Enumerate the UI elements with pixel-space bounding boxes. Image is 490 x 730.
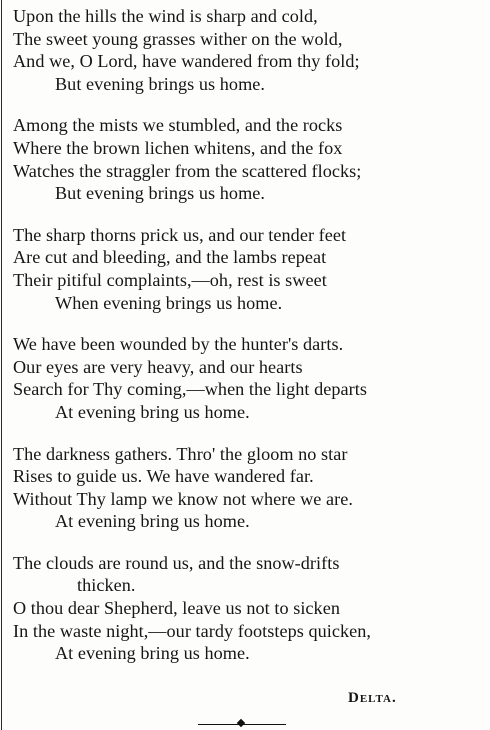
poem-line: The sweet young grasses wither on the wold, bbox=[13, 28, 343, 49]
left-column-rule bbox=[1, 0, 2, 730]
poem-line-text: The clouds are round us, and the snow-drifts bbox=[13, 552, 340, 573]
poem-line: O thou dear Shepherd, leave us not to sicken bbox=[13, 598, 340, 619]
stanza-2 bbox=[13, 114, 485, 204]
author-signature: Delta. bbox=[348, 690, 397, 706]
poem-line: Are cut and bleeding, and the lambs repeat bbox=[13, 247, 327, 268]
stanza-4 bbox=[13, 333, 485, 423]
poem bbox=[13, 5, 485, 684]
stanza-6 bbox=[13, 552, 485, 665]
stanza-1 bbox=[13, 5, 485, 95]
poem-line-continuation: thicken. bbox=[77, 575, 136, 596]
poem-line: Watches the straggler from the scattered flocks; bbox=[13, 160, 362, 181]
poem-line: Among the mists we stumbled, and the rocks bbox=[13, 115, 343, 136]
poem-line: The sharp thorns prick us, and our tender feet bbox=[13, 224, 347, 245]
closing-ornament bbox=[237, 719, 245, 727]
refrain-line: When evening brings us home. bbox=[55, 292, 283, 313]
poem-line: Without Thy lamp we know not where we are. bbox=[13, 488, 353, 509]
poem-line: In the waste night,—our tardy footsteps quicken, bbox=[13, 620, 371, 641]
poem-line: We have been wounded by the hunter's darts. bbox=[13, 334, 344, 355]
poem-line: Where the brown lichen whitens, and the fox bbox=[13, 137, 343, 158]
refrain-line: But evening brings us home. bbox=[55, 183, 265, 204]
poem-line: Upon the hills the wind is sharp and cold, bbox=[13, 6, 318, 26]
poem-line: Rises to guide us. We have wandered far. bbox=[13, 466, 314, 487]
poem-line: The darkness gathers. Thro' the gloom no star bbox=[13, 443, 348, 464]
refrain-line: At evening bring us home. bbox=[55, 511, 250, 532]
stanza-3 bbox=[13, 224, 485, 314]
poem-line: And we, O Lord, have wandered from thy fold; bbox=[13, 51, 360, 72]
stanza-5 bbox=[13, 443, 485, 533]
refrain-line: At evening bring us home. bbox=[55, 401, 250, 422]
poem-line bbox=[13, 552, 481, 575]
refrain-line: At evening bring us home. bbox=[55, 643, 250, 664]
refrain-line: But evening brings us home. bbox=[55, 73, 265, 94]
poem-line: Search for Thy coming,—when the light departs bbox=[13, 379, 367, 400]
poem-line: Their pitiful complaints,—oh, rest is sweet bbox=[13, 269, 327, 290]
poem-line: Our eyes are very heavy, and our hearts bbox=[13, 356, 303, 377]
